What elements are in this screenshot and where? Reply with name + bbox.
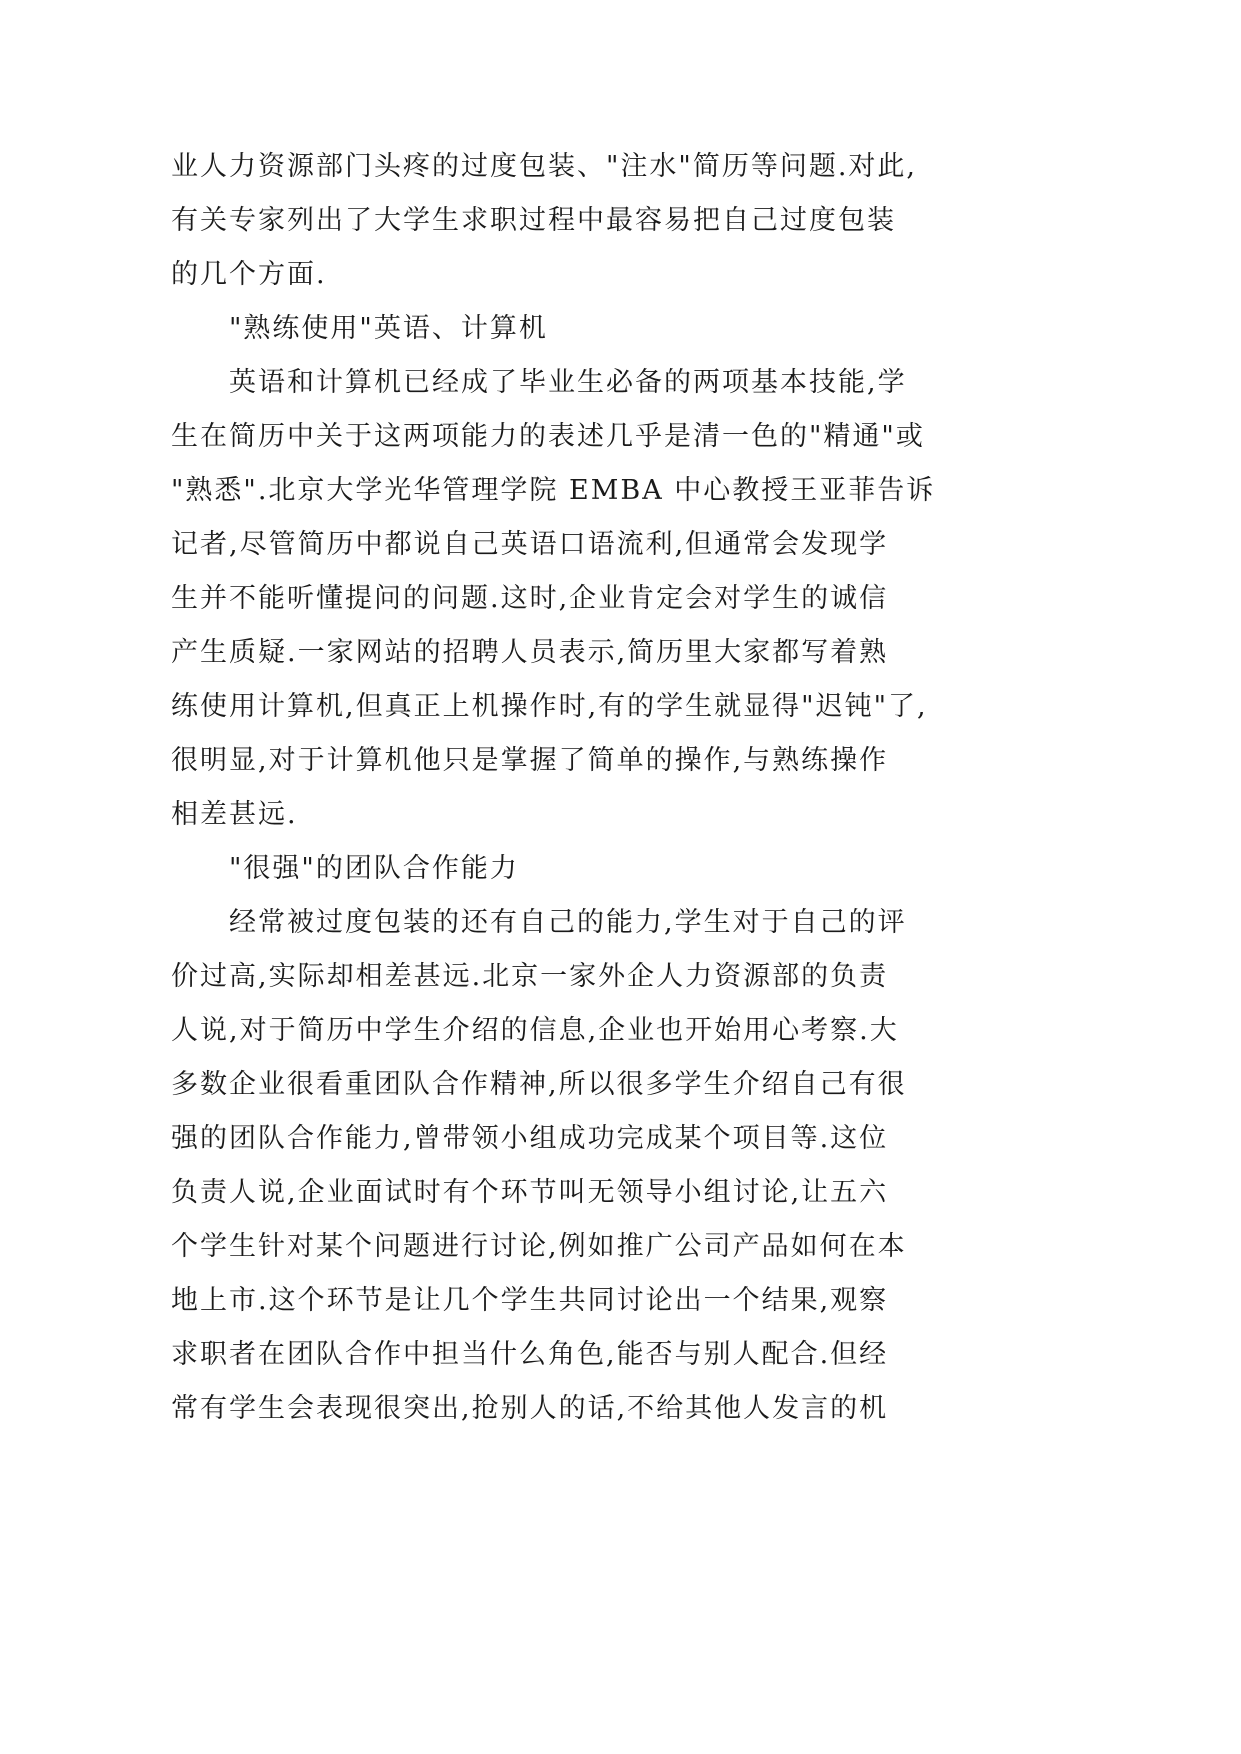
text-line: 有关专家列出了大学生求职过程中最容易把自己过度包装 — [171, 205, 896, 236]
text-line: 练使用计算机,但真正上机操作时,有的学生就显得"迟钝"了, — [171, 691, 928, 722]
text-line: 负责人说,企业面试时有个环节叫无领导小组讨论,让五六 — [171, 1177, 889, 1208]
body-text — [171, 140, 941, 1436]
text-line: 很明显,对于计算机他只是掌握了简单的操作,与熟练操作 — [171, 745, 889, 776]
text-line: 多数企业很看重团队合作精神,所以很多学生介绍自己有很 — [171, 1069, 907, 1100]
text-line: 记者,尽管简历中都说自己英语口语流利,但通常会发现学 — [171, 529, 889, 560]
text-line: "熟练使用"英语、计算机 — [229, 313, 548, 344]
text-line: 价过高,实际却相差甚远.北京一家外企人力资源部的负责 — [171, 961, 889, 992]
text-line: 求职者在团队合作中担当什么角色,能否与别人配合.但经 — [171, 1339, 889, 1370]
text-line: 强的团队合作能力,曾带领小组成功完成某个项目等.这位 — [171, 1123, 889, 1154]
text-line: 经常被过度包装的还有自己的能力,学生对于自己的评 — [229, 907, 907, 938]
text-line: "熟悉".北京大学光华管理学院 EMBA 中心教授王亚菲告诉 — [171, 475, 936, 506]
text-line: 个学生针对某个问题进行讨论,例如推广公司产品如何在本 — [171, 1231, 907, 1262]
text-line: 业人力资源部门头疼的过度包装、"注水"简历等问题.对此, — [171, 151, 918, 182]
text-line: 产生质疑.一家网站的招聘人员表示,简历里大家都写着熟 — [171, 637, 889, 668]
text-line: "很强"的团队合作能力 — [229, 853, 519, 884]
text-line: 地上市.这个环节是让几个学生共同讨论出一个结果,观察 — [171, 1285, 889, 1316]
text-line: 常有学生会表现很突出,抢别人的话,不给其他人发言的机 — [171, 1393, 889, 1424]
text-line: 生并不能听懂提问的问题.这时,企业肯定会对学生的诚信 — [171, 583, 889, 614]
text-line: 生在简历中关于这两项能力的表述几乎是清一色的"精通"或 — [171, 421, 925, 452]
text-line: 相差甚远. — [171, 799, 298, 830]
text-line: 的几个方面. — [171, 259, 327, 290]
text-line: 英语和计算机已经成了毕业生必备的两项基本技能,学 — [229, 367, 907, 398]
text-line: 人说,对于简历中学生介绍的信息,企业也开始用心考察.大 — [171, 1015, 899, 1046]
